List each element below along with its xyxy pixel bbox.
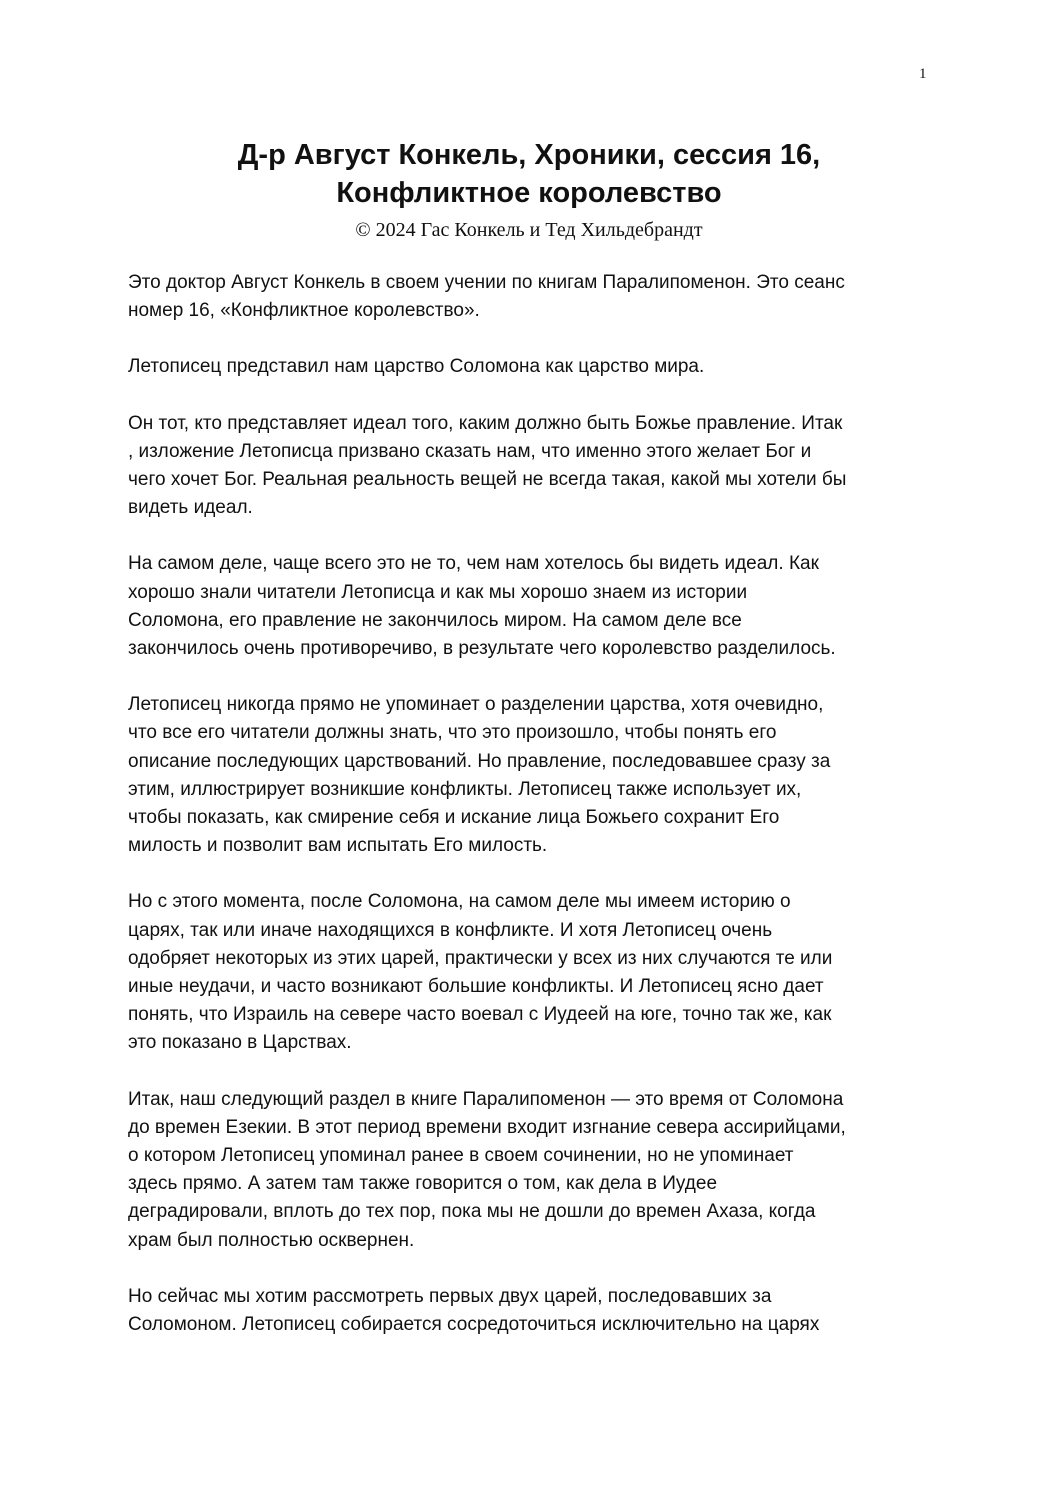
paragraph-line: закончилось очень противоречиво, в результате чего королевство разделилось. <box>128 638 836 660</box>
paragraph-line: Но с этого момента, после Соломона, на самом деле мы имеем историю о <box>128 891 791 913</box>
paragraph-line: одобряет некоторых из этих царей, практически у всех из них случаются те или <box>128 947 833 969</box>
paragraph-line: Итак, наш следующий раздел в книге Паралипоменон — это время от Соломона <box>128 1088 844 1110</box>
paragraph-line: этим, иллюстрирует возникшие конфликты. Летописец также использует их, <box>128 778 802 800</box>
paragraph-line: , изложение Летописца призвано сказать нам, что именно этого желает Бог и <box>128 440 812 462</box>
paragraph <box>128 1086 938 1255</box>
paragraph-line: Он тот, кто представляет идеал того, каким должно быть Божье правление. Итак <box>128 412 843 434</box>
paragraph-line: видеть идеал. <box>128 497 253 519</box>
paragraph-line: иные неудачи, и часто возникают большие конфликты. И Летописец ясно дает <box>128 976 824 998</box>
paragraph-line: Это доктор Август Конкель в своем учении по книгам Паралипоменон. Это сеанс <box>128 272 845 293</box>
paragraph-line: хорошо знали читатели Летописца и как мы хорошо знаем из истории <box>128 581 748 603</box>
copyright-notice: © 2024 Гас Конкель и Тед Хильдебрандт <box>355 219 703 241</box>
page-number: 1 <box>919 66 927 82</box>
paragraph-line: деградировали, вплоть до тех пор, пока мы не дошли до времен Ахаза, когда <box>128 1201 816 1223</box>
paragraph-line: до времен Езекии. В этот период времени входит изгнание севера ассирийцами, <box>128 1116 846 1138</box>
paragraph-line: Летописец никогда прямо не упоминает о разделении царства, хотя очевидно, <box>128 694 824 716</box>
paragraph-line: чего хочет Бог. Реальная реальность вещей не всегда такая, какой мы хотели бы <box>128 469 847 491</box>
paragraph <box>128 269 938 325</box>
paragraph <box>128 1283 938 1339</box>
paragraph-line: На самом деле, чаще всего это не то, чем нам хотелось бы видеть идеал. Как <box>128 553 819 575</box>
paragraph-line: Летописец представил нам царство Соломона как царство мира. <box>128 356 705 378</box>
document-title <box>0 136 1058 212</box>
paragraph-line: здесь прямо. А затем там также говорится о том, как дела в Иудее <box>128 1173 718 1195</box>
paragraph-line: милость и позволит вам испытать Его милость. <box>128 835 548 857</box>
paragraph-line: описание последующих царствований. Но правление, последовавшее сразу за <box>128 750 831 772</box>
title-line-1: Д-р Август Конкель, Хроники, сессия 16, <box>237 139 821 171</box>
paragraph <box>128 691 938 860</box>
paragraph-line: понять, что Израиль на севере часто воевал с Иудеей на юге, точно так же, как <box>128 1004 832 1026</box>
paragraph-line: Соломона, его правление не закончилось миром. На самом деле все <box>128 609 742 631</box>
paragraph <box>128 353 938 381</box>
paragraph-line: царях, так или иначе находящихся в конфликте. И хотя Летописец очень <box>128 919 773 941</box>
paragraph-line: что все его читатели должны знать, что это произошло, чтобы понять его <box>128 722 777 744</box>
paragraph-line: храм был полностью осквернен. <box>128 1229 415 1251</box>
title-line-2: Конфликтное королевство <box>336 177 722 209</box>
paragraph-line: это показано в Царствах. <box>128 1032 352 1054</box>
paragraph-line: чтобы показать, как смирение себя и искание лица Божьего сохранит Его <box>128 807 780 829</box>
document-body <box>128 269 938 1367</box>
paragraph-line: Но сейчас мы хотим рассмотреть первых двух царей, последовавших за <box>128 1285 772 1307</box>
paragraph-line: Соломоном. Летописец собирается сосредоточиться исключительно на царях <box>128 1314 820 1336</box>
paragraph-line: о котором Летописец упоминал ранее в своем сочинении, но не упоминает <box>128 1145 794 1167</box>
paragraph <box>128 550 938 663</box>
paragraph <box>128 410 938 523</box>
paragraph-line: номер 16, «Конфликтное королевство». <box>128 300 480 322</box>
paragraph <box>128 888 938 1057</box>
